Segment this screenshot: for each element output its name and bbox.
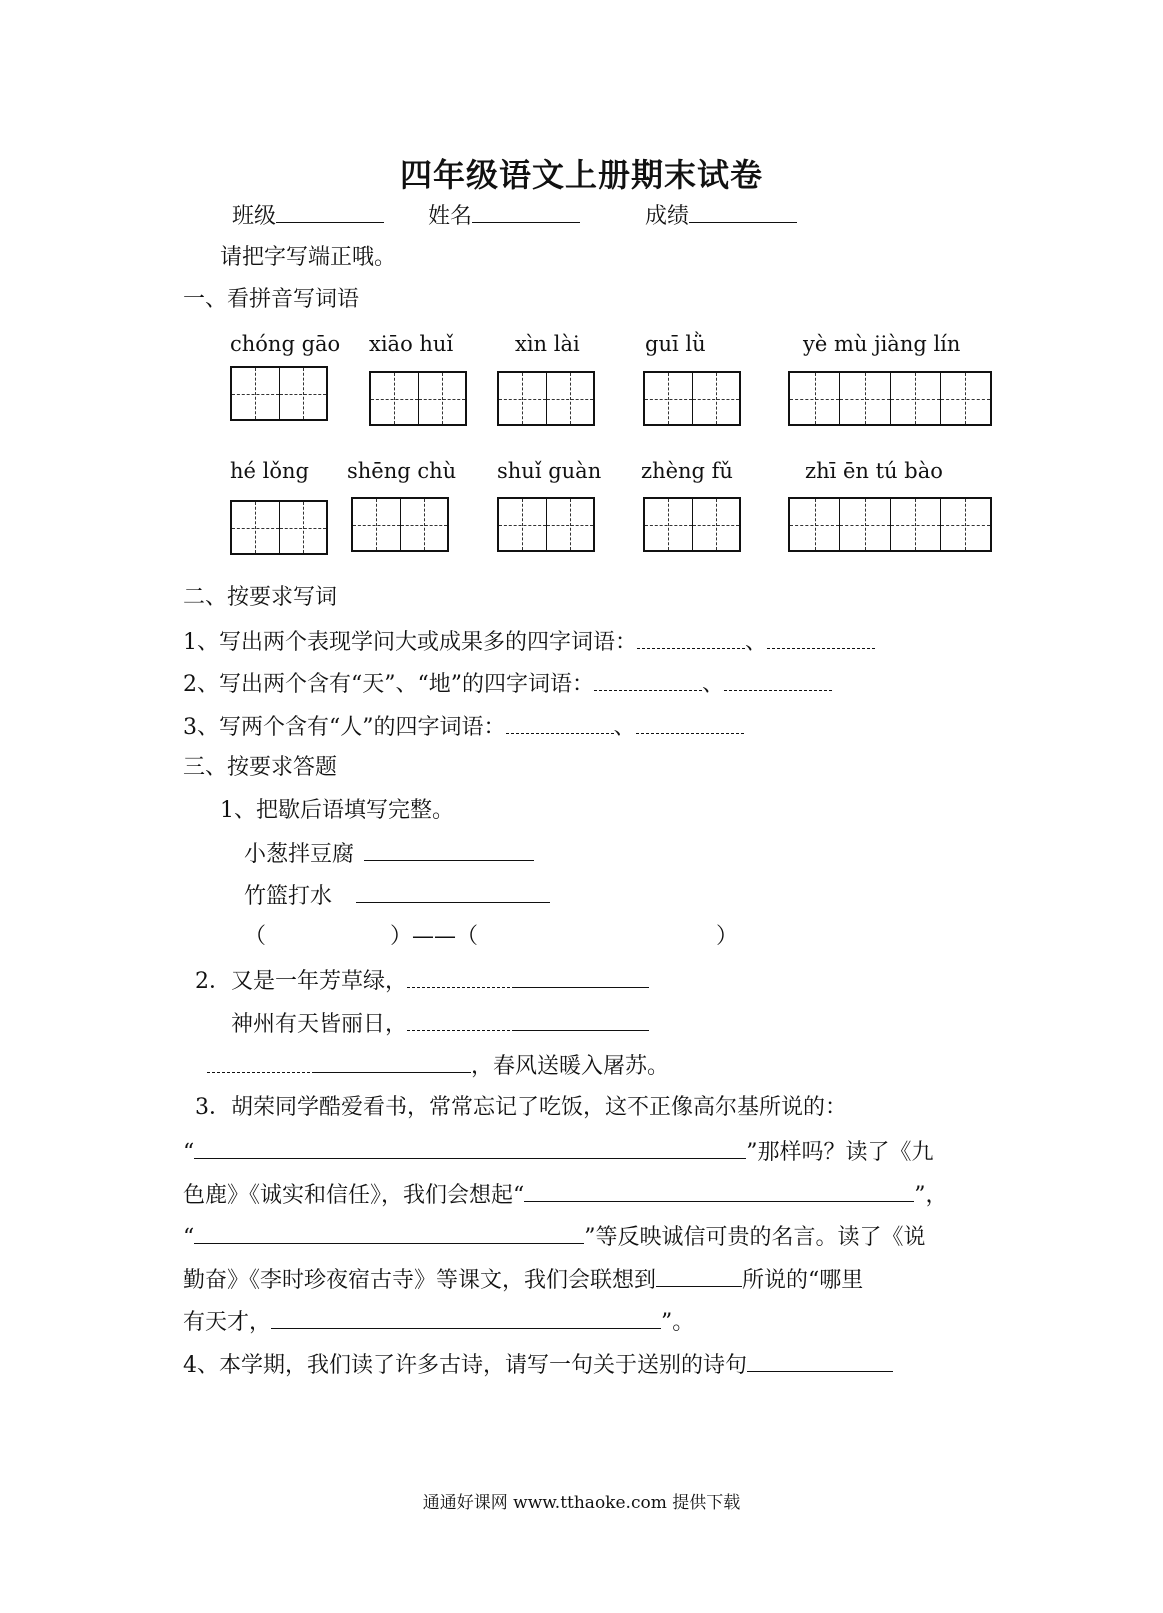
pinyin-3: xìn lài [515, 332, 580, 356]
s3-q3-line6 [183, 1306, 694, 1338]
s3-q1a-blank[interactable] [364, 838, 534, 861]
char-grid-9[interactable] [643, 497, 741, 552]
s3-q3-line3 [183, 1179, 948, 1211]
pinyin-7: shēng chù [347, 459, 457, 483]
section2-heading: 二、按要求写词 [183, 585, 338, 610]
s2-q1 [183, 626, 875, 658]
score-blank[interactable] [689, 200, 797, 223]
s3-q2-line1 [195, 965, 649, 997]
s3-q3-blank-3[interactable] [194, 1221, 584, 1244]
s3-q2-text-2: 神州有天皆丽日， [231, 1012, 408, 1037]
s3-q1a [244, 838, 534, 870]
name-field [428, 200, 580, 232]
s3-q3-line1: 3．胡荣同学酷爱看书，常常忘记了吃饭，这不正像高尔基所说的： [195, 1095, 847, 1120]
s2-q2 [183, 668, 832, 700]
s3-q3-d-end: 所说的“哪里 [742, 1268, 864, 1293]
pinyin-6: hé lǒng [230, 459, 309, 483]
char-grid-5[interactable] [788, 371, 992, 426]
s3-q4-text: 4、本学期，我们读了许多古诗，请写一句关于送别的诗句 [183, 1353, 747, 1378]
s3-q1c-mid: ）——（ [390, 924, 479, 949]
s3-q3-blank-1[interactable] [194, 1136, 746, 1159]
s3-q3-e: 有天才， [183, 1310, 272, 1335]
s3-q3-line4 [183, 1221, 926, 1253]
char-grid-2[interactable] [369, 371, 467, 426]
s2-q3-blank-1[interactable] [506, 711, 614, 734]
name-label: 姓名 [428, 204, 473, 229]
char-grid-10[interactable] [788, 497, 992, 552]
s3-q2-line2 [231, 1008, 649, 1040]
s3-q3-d: 勤奋》《李时珍夜宿古寺》等课文，我们会联想到 [183, 1268, 657, 1293]
s2-q2-sep: 、 [702, 672, 725, 697]
s3-q2-text-3: ，春风送暖入屠苏。 [471, 1054, 670, 1079]
s3-q1a-text: 小葱拌豆腐 [244, 842, 355, 867]
s2-q3-text: 3、写两个含有“人”的四字词语： [183, 715, 506, 740]
section3-heading: 三、按要求答题 [183, 755, 338, 780]
pinyin-4: guī lǜ [645, 332, 706, 356]
pinyin-1: chóng gāo [230, 332, 341, 356]
s3-q1c-close: ） [716, 924, 739, 949]
s3-q2-blank-2b[interactable] [515, 1008, 649, 1031]
s2-q1-blank-2[interactable] [767, 626, 875, 649]
s2-q3-blank-2[interactable] [636, 711, 744, 734]
s3-q2-blank-2a[interactable] [407, 1008, 515, 1031]
char-grid-8[interactable] [497, 497, 595, 552]
s2-q1-sep: 、 [745, 630, 768, 655]
s3-q3-c-open: “ [183, 1225, 195, 1250]
s3-q2-blank-3a[interactable] [207, 1050, 315, 1073]
page-title: 四年级语文上册期末试卷 [399, 156, 763, 194]
s3-q3-blank-5[interactable] [271, 1306, 661, 1329]
score-label: 成绩 [645, 204, 690, 229]
s3-q3-c: ”等反映诚信可贵的名言。读了《说 [584, 1225, 926, 1250]
s3-q1c-open: （ [244, 924, 267, 949]
char-grid-1[interactable] [230, 366, 328, 421]
s3-q3-b: 色鹿》《诚实和信任》，我们会想起“ [183, 1183, 525, 1208]
char-grid-3[interactable] [497, 371, 595, 426]
s2-q2-blank-2[interactable] [724, 668, 832, 691]
s3-q3-a: ”那样吗？读了《九 [746, 1140, 934, 1165]
s2-q2-blank-1[interactable] [594, 668, 702, 691]
char-grid-4[interactable] [643, 371, 741, 426]
s2-q3 [183, 711, 744, 743]
s2-q1-text: 1、写出两个表现学问大或成果多的四字词语： [183, 630, 637, 655]
pinyin-9: zhèng fǔ [641, 459, 733, 483]
section1-heading: 一、看拼音写词语 [183, 287, 360, 312]
s3-q3-open: “ [183, 1140, 195, 1165]
s3-q3-e-end: ”。 [661, 1310, 695, 1335]
s3-q3-line2 [183, 1136, 934, 1168]
char-grid-7[interactable] [351, 497, 449, 552]
s3-q2-blank-1b[interactable] [515, 965, 649, 988]
s3-q2-line3 [207, 1050, 669, 1082]
pinyin-5: yè mù jiàng lín [803, 332, 961, 356]
s3-q2-blank-3b[interactable] [315, 1050, 471, 1073]
s2-q1-blank-1[interactable] [637, 626, 745, 649]
pinyin-2: xiāo huǐ [369, 332, 454, 356]
s3-q3-line5 [183, 1264, 863, 1296]
char-grid-6[interactable] [230, 500, 328, 555]
s3-q1: 1、把歇后语填写完整。 [220, 798, 454, 823]
s3-q4-blank[interactable] [747, 1349, 893, 1372]
s2-q3-sep: 、 [613, 715, 636, 740]
s3-q3-b-end: ”， [914, 1183, 948, 1208]
s3-q1b-text: 竹篮打水 [244, 884, 333, 909]
s3-q3-blank-4[interactable] [656, 1264, 742, 1287]
s3-q1b-blank[interactable] [356, 880, 550, 903]
s3-q4 [183, 1349, 893, 1381]
class-label: 班级 [232, 204, 277, 229]
score-field [645, 200, 797, 232]
s3-q2-blank-1a[interactable] [407, 965, 515, 988]
instruction: 请把字写端正哦。 [220, 245, 397, 270]
s3-q1b [244, 880, 550, 912]
class-field [232, 200, 384, 232]
pinyin-8: shuǐ guàn [497, 459, 602, 483]
s3-q2-text-1: 2．又是一年芳草绿， [195, 969, 407, 994]
class-blank[interactable] [276, 200, 384, 223]
s3-q3-blank-2[interactable] [524, 1179, 914, 1202]
name-blank[interactable] [472, 200, 580, 223]
footer: 通通好课网 www.tthaoke.com 提供下载 [422, 1493, 741, 1513]
pinyin-10: zhī ēn tú bào [805, 459, 943, 483]
s2-q2-text: 2、写出两个含有“天”、“地”的四字词语： [183, 672, 594, 697]
